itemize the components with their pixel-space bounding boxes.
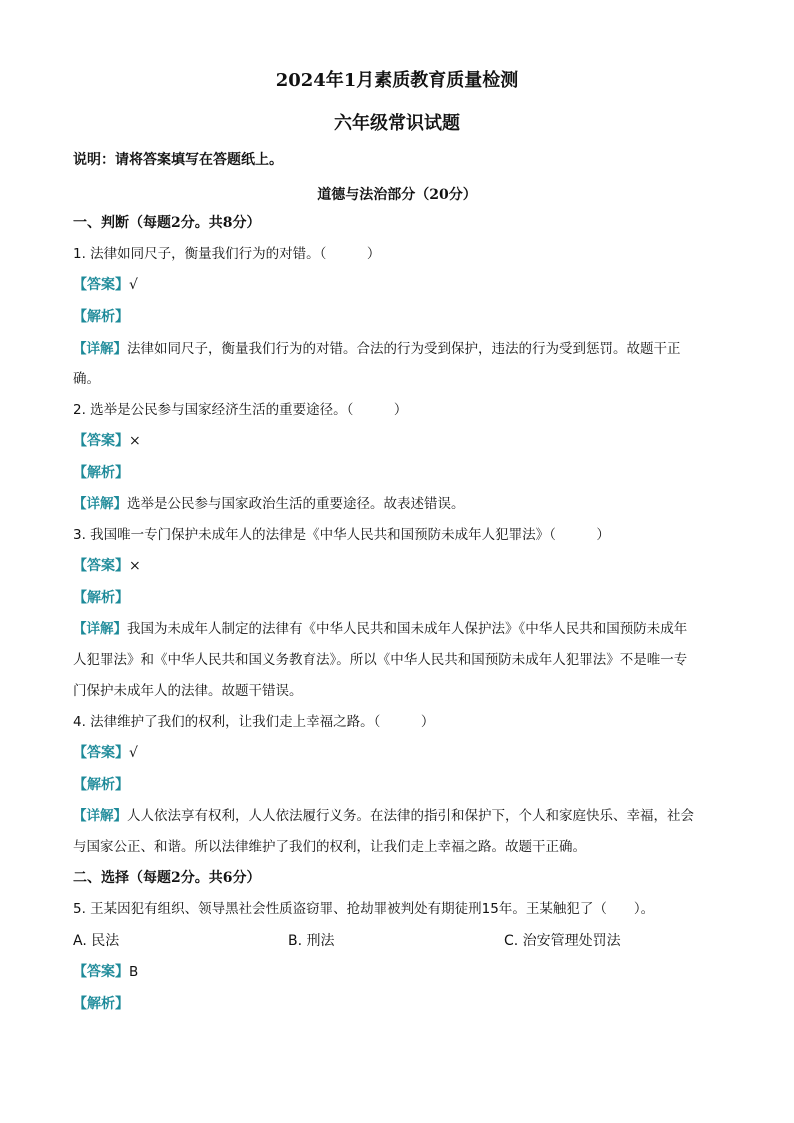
- analysis-tag: 【解析】: [73, 309, 129, 325]
- instruction: 说明：请将答案填写在答题纸上。: [73, 152, 283, 168]
- answer-tag: 【答案】: [73, 964, 129, 980]
- answer-row-5: [73, 962, 138, 982]
- detail-tag: 【详解】: [73, 621, 127, 637]
- answer-tag: 【答案】: [73, 558, 129, 574]
- detail-3-line-2: 人犯罪法》和《中华人民共和国义务教育法》。所以《中华人民共和国预防未成年人犯罪法》不是唯一专: [73, 652, 688, 668]
- answer-row-3: [73, 556, 141, 576]
- section-heading-choice: 二、选择（每题2分。共6分）: [73, 870, 261, 886]
- detail-4-line-2: 与国家公正、和谐。所以法律维护了我们的权利，让我们走上幸福之路。故题干正确。: [73, 839, 586, 855]
- analysis-tag: 【解析】: [73, 465, 129, 481]
- answer-value: ×: [129, 433, 141, 449]
- answer-value: √: [129, 277, 138, 293]
- detail-3-line-3: 门保护未成年人的法律。故题干错误。: [73, 683, 303, 699]
- answer-value: B: [129, 964, 139, 980]
- detail-1-line-2: 确。: [73, 371, 100, 387]
- question-4: 4. 法律维护了我们的权利，让我们走上幸福之路。（ ）: [73, 714, 435, 730]
- question-2: 2. 选举是公民参与国家经济生活的重要途径。（ ）: [73, 402, 408, 418]
- detail-text: 选举是公民参与国家政治生活的重要途径。故表述错误。: [127, 496, 465, 512]
- analysis-tag: 【解析】: [73, 590, 129, 606]
- detail-4-line-1: [73, 806, 694, 826]
- detail-tag: 【详解】: [73, 341, 127, 357]
- analysis-tag: 【解析】: [73, 777, 129, 793]
- detail-1-line-1: [73, 339, 681, 359]
- detail-text: 法律如同尺子，衡量我们行为的对错。合法的行为受到保护，违法的行为受到惩罚。故题干正: [127, 341, 681, 357]
- question-1: 1. 法律如同尺子，衡量我们行为的对错。（ ）: [73, 246, 381, 262]
- option-a: A. 民法: [73, 933, 120, 949]
- detail-text: 我国为未成年人制定的法律有《中华人民共和国未成年人保护法》《中华人民共和国预防未成年: [127, 621, 688, 637]
- question-5: 5. 王某因犯有组织、领导黑社会性质盗窃罪、抢劫罪被判处有期徒刑15年。王某触犯了（ ）。: [73, 901, 655, 917]
- answer-tag: 【答案】: [73, 433, 129, 449]
- page-subtitle: 六年级常识试题: [334, 113, 460, 134]
- answer-value: ×: [129, 558, 141, 574]
- option-c: C. 治安管理处罚法: [504, 933, 621, 949]
- part-title: 道德与法治部分（20分）: [317, 187, 477, 203]
- option-b: B. 刑法: [288, 933, 335, 949]
- page-title: 2024年1月素质教育质量检测: [275, 70, 519, 91]
- detail-3-line-1: [73, 619, 687, 639]
- detail-tag: 【详解】: [73, 496, 127, 512]
- answer-value: √: [129, 745, 138, 761]
- detail-2-line-1: [73, 494, 465, 514]
- answer-row-2: [73, 431, 141, 451]
- answer-tag: 【答案】: [73, 745, 129, 761]
- detail-tag: 【详解】: [73, 808, 127, 824]
- section-heading-judgement: 一、判断（每题2分。共8分）: [73, 215, 261, 231]
- detail-text: 人人依法享有权利，人人依法履行义务。在法律的指引和保护下，个人和家庭快乐、幸福，社会: [127, 808, 694, 824]
- answer-tag: 【答案】: [73, 277, 129, 293]
- analysis-tag: 【解析】: [73, 996, 129, 1012]
- answer-row-4: [73, 743, 138, 763]
- answer-row-1: [73, 275, 138, 295]
- question-3: 3. 我国唯一专门保护未成年人的法律是《中华人民共和国预防未成年人犯罪法》（ ）: [73, 527, 610, 543]
